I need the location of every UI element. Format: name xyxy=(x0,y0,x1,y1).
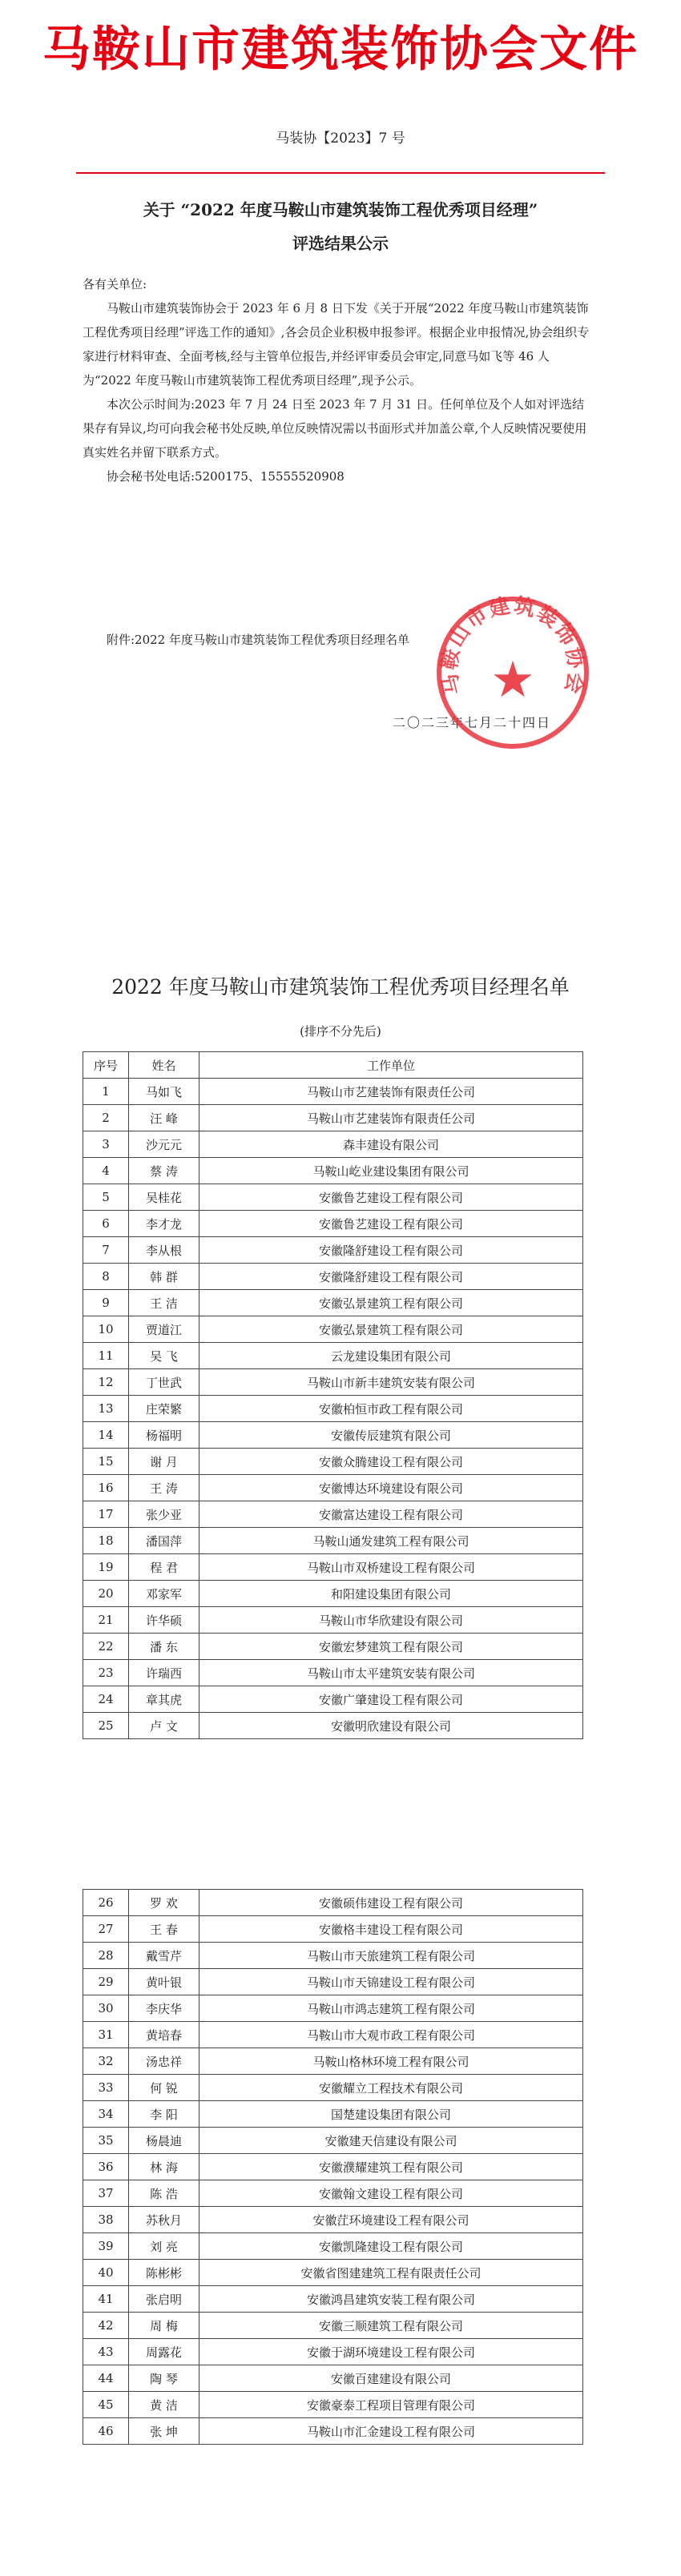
cell-index: 4 xyxy=(83,1158,129,1184)
cell-index: 30 xyxy=(83,1995,129,2022)
cell-index: 12 xyxy=(83,1369,129,1396)
table-row xyxy=(83,2154,583,2180)
cell-employer: 马鞍山屹业建设集团有限公司 xyxy=(199,1158,583,1184)
red-divider xyxy=(76,172,605,174)
attachment-note: 附件:2022 年度马鞍山市建筑装饰工程优秀项目经理名单 xyxy=(107,633,409,647)
cell-name: 张少亚 xyxy=(129,1501,199,1528)
cell-index: 28 xyxy=(83,1943,129,1969)
cell-index: 25 xyxy=(83,1713,129,1739)
cell-employer: 马鞍山市新丰建筑安装有限公司 xyxy=(199,1369,583,1396)
table-row xyxy=(83,1475,583,1501)
cell-index: 8 xyxy=(83,1264,129,1290)
table-row xyxy=(83,1528,583,1554)
roster-table-part2 xyxy=(83,1889,583,2445)
table-row xyxy=(83,1343,583,1369)
table-row xyxy=(83,1686,583,1713)
table-row xyxy=(83,2313,583,2339)
table-row xyxy=(83,1131,583,1158)
notice-body xyxy=(83,272,595,488)
cell-name: 汤忠祥 xyxy=(129,2048,199,2075)
table-row xyxy=(83,1105,583,1131)
cell-employer: 安徽弘景建筑工程有限公司 xyxy=(199,1316,583,1343)
cell-employer: 安徽茳环境建设工程有限公司 xyxy=(199,2207,583,2233)
table-row xyxy=(83,1501,583,1528)
cell-index: 45 xyxy=(83,2392,129,2418)
cell-employer: 马鞍山市天旅建筑工程有限公司 xyxy=(199,1943,583,1969)
cell-employer: 马鞍山市太平建筑安装有限公司 xyxy=(199,1660,583,1686)
cell-index: 27 xyxy=(83,1916,129,1943)
cell-employer: 马鞍山市双桥建设工程有限公司 xyxy=(199,1554,583,1581)
table-row xyxy=(83,1890,583,1916)
cell-index: 21 xyxy=(83,1607,129,1634)
cell-name: 程 君 xyxy=(129,1554,199,1581)
cell-name: 王 洁 xyxy=(129,1290,199,1316)
cell-employer: 马鞍山市天锦建设工程有限公司 xyxy=(199,1969,583,1995)
list-title: 2022 年度马鞍山市建筑装饰工程优秀项目经理名单 xyxy=(111,975,570,999)
cell-name: 杨晨迪 xyxy=(129,2128,199,2154)
cell-index: 38 xyxy=(83,2207,129,2233)
cell-employer: 安徽弘景建筑工程有限公司 xyxy=(199,1290,583,1316)
cell-index: 43 xyxy=(83,2339,129,2365)
table-row xyxy=(83,2339,583,2365)
cell-name: 黄 洁 xyxy=(129,2392,199,2418)
cell-name: 黄叶银 xyxy=(129,1969,199,1995)
table-row xyxy=(83,2286,583,2313)
table-row xyxy=(83,1237,583,1264)
cell-name: 邓家军 xyxy=(129,1581,199,1607)
cell-employer: 安徽濮耀建筑工程有限公司 xyxy=(199,2154,583,2180)
cell-name: 李 阳 xyxy=(129,2101,199,2128)
cell-employer: 国楚建设集团有限公司 xyxy=(199,2101,583,2128)
masthead: 马鞍山市建筑装饰协会文件 xyxy=(42,22,639,78)
cell-name: 戴雪芹 xyxy=(129,1943,199,1969)
table-row xyxy=(83,1660,583,1686)
cell-index: 9 xyxy=(83,1290,129,1316)
table-row xyxy=(83,2101,583,2128)
issue-date: 二〇二三年七月二十四日 xyxy=(393,715,552,730)
table-row xyxy=(83,2233,583,2260)
cell-name: 王 涛 xyxy=(129,1475,199,1501)
cell-employer: 马鞍山格林环境工程有限公司 xyxy=(199,2048,583,2075)
cell-index: 2 xyxy=(83,1105,129,1131)
cell-name: 许瑞西 xyxy=(129,1660,199,1686)
cell-index: 11 xyxy=(83,1343,129,1369)
table-row xyxy=(83,1316,583,1343)
cell-name: 周 梅 xyxy=(129,2313,199,2339)
cell-employer: 马鞍山市华欣建设有限公司 xyxy=(199,1607,583,1634)
table-row xyxy=(83,2128,583,2154)
paragraph-announcement: 马鞍山市建筑装饰协会于 2023 年 6 月 8 日下发《关于开展“2022 年度马鞍山市建筑装饰工程优秀项目经理”评选工作的通知》,各会员企业积极申报参评。根据企业申报情况,协会组织专家进行材料审查、全面考核,经与主管单位报告,并经评审委员会审定,同意马如飞等 46 人为“2022 年度马鞍山市建筑装饰工程优秀项目经理”,现予公示。 xyxy=(83,301,590,388)
cell-name: 蔡 涛 xyxy=(129,1158,199,1184)
cell-employer: 安徽明欣建设有限公司 xyxy=(199,1713,583,1739)
cell-index: 24 xyxy=(83,1686,129,1713)
cell-index: 15 xyxy=(83,1449,129,1475)
table-row xyxy=(83,1211,583,1237)
cell-name: 苏秋月 xyxy=(129,2207,199,2233)
cell-name: 许华硕 xyxy=(129,1607,199,1634)
cell-name: 杨福明 xyxy=(129,1422,199,1449)
cell-name: 贾道江 xyxy=(129,1316,199,1343)
cell-name: 潘国萍 xyxy=(129,1528,199,1554)
paragraph-publicity-period: 本次公示时间为:2023 年 7 月 24 日至 2023 年 7 月 31 日。任何单位及个人如对评选结果存有异议,均可向我会秘书处反映,单位反映情况需以书面形式并加盖公章,个人反映情况要使用真实姓名并留下联系方式。 xyxy=(83,397,587,460)
cell-index: 23 xyxy=(83,1660,129,1686)
cell-index: 40 xyxy=(83,2260,129,2286)
cell-employer: 森丰建设有限公司 xyxy=(199,1131,583,1158)
cell-employer: 安徽博达环境建设有限公司 xyxy=(199,1475,583,1501)
cell-name: 罗 欢 xyxy=(129,1890,199,1916)
cell-employer: 安徽众腾建设工程有限公司 xyxy=(199,1449,583,1475)
cell-employer: 安徽广肇建设工程有限公司 xyxy=(199,1686,583,1713)
cell-index: 16 xyxy=(83,1475,129,1501)
cell-employer: 安徽三顺建筑工程有限公司 xyxy=(199,2313,583,2339)
table-row xyxy=(83,1290,583,1316)
cell-employer: 安徽凯隆建设工程有限公司 xyxy=(199,2233,583,2260)
cell-index: 41 xyxy=(83,2286,129,2313)
cell-name: 吴桂花 xyxy=(129,1184,199,1211)
table-row xyxy=(83,1995,583,2022)
cell-name: 庄荣繁 xyxy=(129,1396,199,1422)
cell-name: 周露花 xyxy=(129,2339,199,2365)
table-row xyxy=(83,2048,583,2075)
cell-index: 29 xyxy=(83,1969,129,1995)
cell-name: 卢 文 xyxy=(129,1713,199,1739)
cell-employer: 安徽宏梦建筑工程有限公司 xyxy=(199,1634,583,1660)
cell-index: 17 xyxy=(83,1501,129,1528)
table-row xyxy=(83,2022,583,2048)
cell-name: 李才龙 xyxy=(129,1211,199,1237)
table-row xyxy=(83,1184,583,1211)
table-row xyxy=(83,2260,583,2286)
cell-employer: 和阳建设集团有限公司 xyxy=(199,1581,583,1607)
cell-index: 1 xyxy=(83,1079,129,1105)
table-row xyxy=(83,2075,583,2101)
cell-index: 31 xyxy=(83,2022,129,2048)
cell-index: 37 xyxy=(83,2180,129,2207)
cell-name: 章其虎 xyxy=(129,1686,199,1713)
cell-index: 13 xyxy=(83,1396,129,1422)
cell-index: 26 xyxy=(83,1890,129,1916)
table-row xyxy=(83,1449,583,1475)
cell-index: 39 xyxy=(83,2233,129,2260)
cell-name: 李庆华 xyxy=(129,1995,199,2022)
cell-employer: 安徽柏恒市政工程有限公司 xyxy=(199,1396,583,1422)
cell-name: 陈 浩 xyxy=(129,2180,199,2207)
cell-name: 丁世武 xyxy=(129,1369,199,1396)
cell-index: 36 xyxy=(83,2154,129,2180)
table-row xyxy=(83,1607,583,1634)
cell-index: 6 xyxy=(83,1211,129,1237)
cell-name: 张 坤 xyxy=(129,2418,199,2445)
cell-index: 14 xyxy=(83,1422,129,1449)
cell-index: 42 xyxy=(83,2313,129,2339)
cell-index: 46 xyxy=(83,2418,129,2445)
cell-employer: 安徽格丰建设工程有限公司 xyxy=(199,1916,583,1943)
cell-employer: 安徽于湖环境建设工程有限公司 xyxy=(199,2339,583,2365)
cell-employer: 安徽豪泰工程项目管理有限公司 xyxy=(199,2392,583,2418)
cell-name: 潘 东 xyxy=(129,1634,199,1660)
list-subtitle: (排序不分先后) xyxy=(300,1024,381,1039)
table-row xyxy=(83,2365,583,2392)
cell-name: 刘 亮 xyxy=(129,2233,199,2260)
cell-name: 黄培春 xyxy=(129,2022,199,2048)
table-header-row xyxy=(83,1052,583,1079)
cell-name: 李从根 xyxy=(129,1237,199,1264)
notice-title-line2: 评选结果公示 xyxy=(292,234,389,253)
cell-employer: 安徽耀立工程技术有限公司 xyxy=(199,2075,583,2101)
cell-index: 10 xyxy=(83,1316,129,1343)
cell-name: 王 春 xyxy=(129,1916,199,1943)
cell-employer: 安徽隆舒建设工程有限公司 xyxy=(199,1264,583,1290)
table-row xyxy=(83,1969,583,1995)
cell-employer: 云龙建设集团有限公司 xyxy=(199,1343,583,1369)
cell-index: 20 xyxy=(83,1581,129,1607)
cell-employer: 马鞍山市鸿志建筑工程有限公司 xyxy=(199,1995,583,2022)
table-row xyxy=(83,1634,583,1660)
header-index: 序号 xyxy=(83,1052,129,1079)
cell-name: 马如飞 xyxy=(129,1079,199,1105)
cell-employer: 马鞍山市汇金建设工程有限公司 xyxy=(199,2418,583,2445)
cell-name: 陶 琴 xyxy=(129,2365,199,2392)
cell-index: 18 xyxy=(83,1528,129,1554)
cell-employer: 安徽百建建设有限公司 xyxy=(199,2365,583,2392)
cell-employer: 安徽省图建建筑工程有限责任公司 xyxy=(199,2260,583,2286)
cell-index: 32 xyxy=(83,2048,129,2075)
cell-name: 吴 飞 xyxy=(129,1343,199,1369)
cell-index: 34 xyxy=(83,2101,129,2128)
header-employer: 工作单位 xyxy=(199,1052,583,1079)
table-row xyxy=(83,1943,583,1969)
notice-title-line1: 关于 “2022 年度马鞍山市建筑装饰工程优秀项目经理” xyxy=(143,200,538,219)
table-row xyxy=(83,1079,583,1105)
cell-employer: 马鞍山通发建筑工程有限公司 xyxy=(199,1528,583,1554)
cell-employer: 安徽翰文建设工程有限公司 xyxy=(199,2180,583,2207)
cell-name: 陈彬彬 xyxy=(129,2260,199,2286)
table-row xyxy=(83,2392,583,2418)
cell-name: 沙元元 xyxy=(129,1131,199,1158)
cell-employer: 安徽隆舒建设工程有限公司 xyxy=(199,1237,583,1264)
cell-employer: 安徽富达建设工程有限公司 xyxy=(199,1501,583,1528)
table-row xyxy=(83,1264,583,1290)
cell-employer: 安徽建天信建设有限公司 xyxy=(199,2128,583,2154)
table-row xyxy=(83,1422,583,1449)
cell-employer: 安徽鲁艺建设工程有限公司 xyxy=(199,1184,583,1211)
header-name: 姓名 xyxy=(129,1052,199,1079)
cell-name: 张启明 xyxy=(129,2286,199,2313)
table-row xyxy=(83,2418,583,2445)
cell-index: 7 xyxy=(83,1237,129,1264)
cell-index: 3 xyxy=(83,1131,129,1158)
cell-employer: 安徽鲁艺建设工程有限公司 xyxy=(199,1211,583,1237)
cell-index: 5 xyxy=(83,1184,129,1211)
table-row xyxy=(83,1916,583,1943)
cell-name: 韩 群 xyxy=(129,1264,199,1290)
cell-index: 33 xyxy=(83,2075,129,2101)
table-row xyxy=(83,1581,583,1607)
table-row xyxy=(83,1396,583,1422)
contact-phone: 协会秘书处电话:5200175、15555520908 xyxy=(107,469,345,484)
cell-employer: 马鞍山市艺建装饰有限责任公司 xyxy=(199,1079,583,1105)
document-number: 马装协【2023】7 号 xyxy=(276,131,405,147)
table-row xyxy=(83,1713,583,1739)
cell-name: 汪 峰 xyxy=(129,1105,199,1131)
seal-text: 马鞍山市建筑装饰协会 xyxy=(437,593,589,697)
table-row xyxy=(83,1158,583,1184)
table-row xyxy=(83,1554,583,1581)
cell-index: 35 xyxy=(83,2128,129,2154)
cell-name: 谢 月 xyxy=(129,1449,199,1475)
cell-employer: 马鞍山市艺建装饰有限责任公司 xyxy=(199,1105,583,1131)
cell-index: 19 xyxy=(83,1554,129,1581)
cell-name: 何 锐 xyxy=(129,2075,199,2101)
table-row xyxy=(83,1369,583,1396)
cell-employer: 马鞍山市大观市政工程有限公司 xyxy=(199,2022,583,2048)
cell-index: 44 xyxy=(83,2365,129,2392)
seal-star-icon: ★ xyxy=(490,650,535,709)
cell-employer: 安徽硕伟建设工程有限公司 xyxy=(199,1890,583,1916)
notice-page xyxy=(0,0,681,905)
table-row xyxy=(83,2207,583,2233)
cell-name: 林 海 xyxy=(129,2154,199,2180)
cell-index: 22 xyxy=(83,1634,129,1660)
cell-employer: 安徽传辰建筑有限公司 xyxy=(199,1422,583,1449)
table-row xyxy=(83,2180,583,2207)
official-seal-icon xyxy=(433,593,593,753)
cell-employer: 安徽鸿昌建筑安装工程有限公司 xyxy=(199,2286,583,2313)
salutation: 各有关单位: xyxy=(83,277,147,291)
roster-table-part1 xyxy=(83,1051,583,1739)
